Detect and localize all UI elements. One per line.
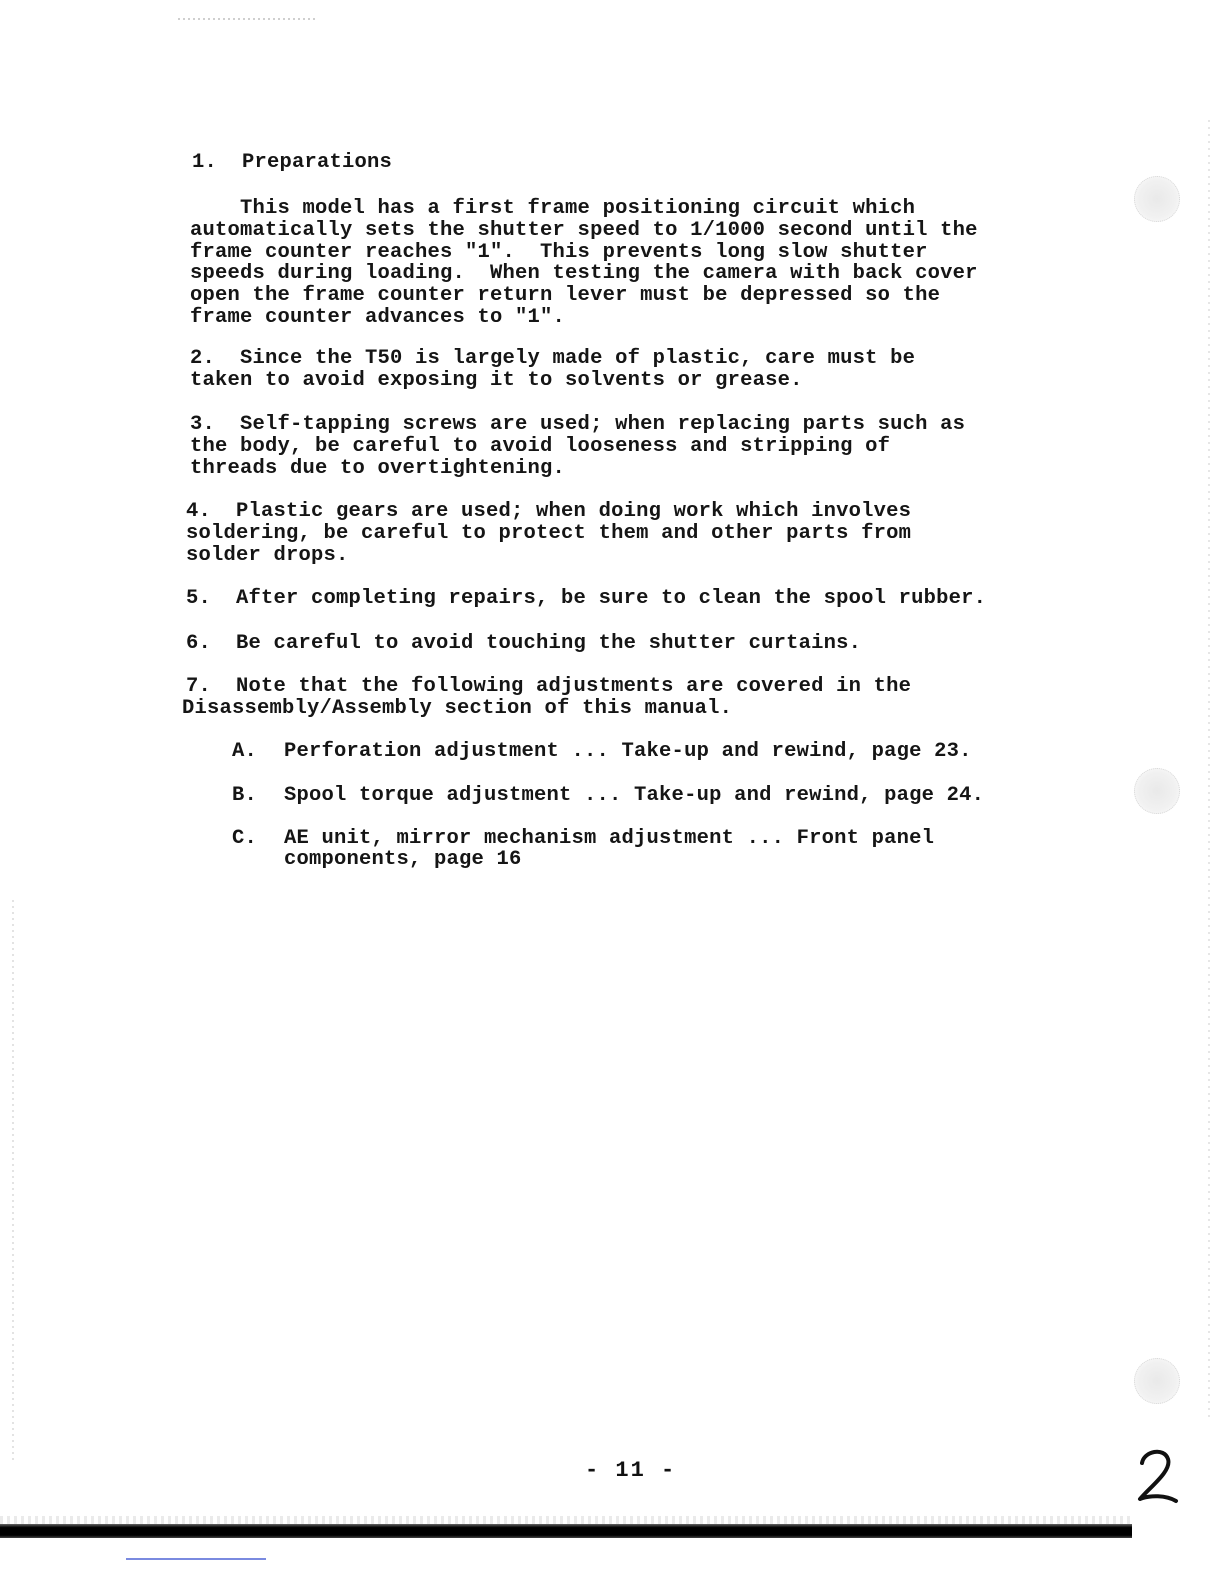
intro-line: automatically sets the shutter speed to 1/1000 second until the <box>190 219 978 242</box>
subitem-a-text: Perforation adjustment ... Take-up and rewind, page 23. <box>284 740 972 763</box>
subitem-c-text: components, page 16 <box>284 848 522 871</box>
punch-hole <box>1134 176 1180 222</box>
punch-hole <box>1134 768 1180 814</box>
subitem-b-text: Spool torque adjustment ... Take-up and rewind, page 24. <box>284 784 985 807</box>
scan-artifact <box>12 900 14 1460</box>
item-3-line: 3. Self-tapping screws are used; when replacing parts such as <box>190 413 966 436</box>
item-4-line: soldering, be careful to protect them and other parts from <box>186 522 912 545</box>
item-5-line: 5. After completing repairs, be sure to clean the spool rubber. <box>186 587 987 610</box>
page-number: - 11 - <box>585 1458 677 1483</box>
scan-edge-bar <box>0 1524 1132 1538</box>
handwritten-number-2 <box>1136 1445 1180 1505</box>
intro-line: speeds during loading. When testing the camera with back cover <box>190 262 978 285</box>
item-2-line: taken to avoid exposing it to solvents or grease. <box>190 369 803 392</box>
subitem-c-letter: C. <box>232 827 258 850</box>
subitem-b-letter: B. <box>232 784 258 807</box>
punch-hole <box>1134 1358 1180 1404</box>
item-2-line: 2. Since the T50 is largely made of plastic, care must be <box>190 347 916 370</box>
subitem-a-letter: A. <box>232 740 258 763</box>
scan-artifact <box>178 18 318 20</box>
item-3-line: threads due to overtightening. <box>190 457 566 480</box>
section-heading: 1. Preparations <box>192 151 393 174</box>
scan-artifact <box>0 1516 1132 1524</box>
scan-artifact <box>126 1558 266 1560</box>
subitem-c-text: AE unit, mirror mechanism adjustment ... Front panel <box>284 827 935 850</box>
intro-line: frame counter advances to "1". <box>190 306 566 329</box>
intro-line: open the frame counter return lever must be depressed so the <box>190 284 941 307</box>
item-7-line: Disassembly/Assembly section of this manual. <box>182 697 733 720</box>
intro-line: frame counter reaches "1". This prevents long slow shutter <box>190 241 928 264</box>
item-4-line: 4. Plastic gears are used; when doing work which involves <box>186 500 912 523</box>
item-3-line: the body, be careful to avoid looseness and stripping of <box>190 435 891 458</box>
item-4-line: solder drops. <box>186 544 349 567</box>
item-6-line: 6. Be careful to avoid touching the shutter curtains. <box>186 632 862 655</box>
intro-line: This model has a first frame positioning circuit which <box>190 197 916 220</box>
item-7-line: 7. Note that the following adjustments are covered in the <box>186 675 912 698</box>
scan-artifact <box>1208 120 1210 1420</box>
